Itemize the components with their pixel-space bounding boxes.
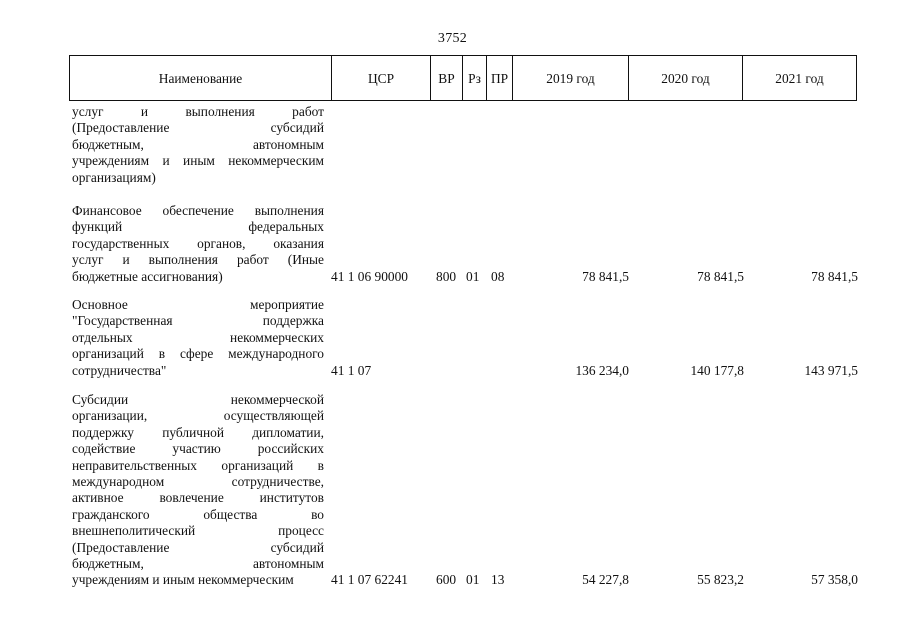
header-csr: ЦСР [332, 56, 431, 100]
name-line: (Предоставление субсидий [72, 539, 324, 555]
row-rz: 01 [466, 268, 480, 284]
header-2020: 2020 год [629, 56, 743, 100]
row-pr: 08 [491, 268, 505, 284]
name-line: неправительственных организаций в [72, 457, 324, 473]
name-line: учреждениям и иным некоммерческим [72, 153, 324, 169]
name-line: внешнеполитический процесс [72, 523, 324, 539]
row-2019: 54 227,8 [582, 572, 629, 588]
name-line: бюджетным, автономным [72, 555, 324, 571]
header-rz: Рз [463, 56, 487, 100]
header-2021: 2021 год [775, 71, 824, 86]
name-line: функций федеральных [72, 219, 324, 235]
name-line: организациям) [72, 169, 156, 185]
row-pr: 13 [491, 572, 505, 588]
header-name: Наименование [70, 56, 332, 100]
row-name [72, 297, 324, 379]
name-line: Основное мероприятие [72, 297, 324, 312]
row-2019: 78 841,5 [582, 268, 629, 284]
name-line: государственных органов, оказания [72, 235, 324, 251]
name-line: организации, осуществляющей [72, 408, 324, 424]
name-line: (Предоставление субсидий [72, 120, 324, 136]
row-vr: 800 [436, 268, 457, 284]
page-number: 3752 [437, 31, 468, 46]
name-line: международном сотрудничестве, [72, 473, 324, 489]
row-csr: 41 1 06 90000 [331, 268, 408, 284]
name-line: учреждениям и иным некоммерческим [72, 572, 294, 588]
row-2021: 143 971,5 [804, 362, 858, 378]
name-line: организаций в сфере международного [72, 346, 324, 362]
name-line: "Государственная поддержка [72, 313, 324, 329]
name-line: активное вовлечение институтов [72, 490, 324, 506]
name-line: бюджетным, автономным [72, 136, 324, 152]
name-line: Субсидии некоммерческой [72, 392, 324, 407]
header-2019: 2019 год [513, 56, 629, 100]
row-2020: 55 823,2 [697, 572, 744, 588]
header-vr: ВР [431, 56, 463, 100]
name-line: поддержку публичной дипломатии, [72, 424, 324, 440]
name-line: содействие участию российских [72, 441, 324, 457]
row-rz: 01 [466, 572, 480, 588]
row-name [72, 203, 324, 285]
row-name [72, 392, 324, 589]
row-2021: 78 841,5 [811, 268, 858, 284]
row-csr: 41 1 07 62241 [331, 572, 408, 588]
name-line: отдельных некоммерческих [72, 329, 324, 345]
row-name [72, 104, 324, 186]
name-line: бюджетные ассигнования) [72, 268, 223, 284]
row-2020: 140 177,8 [690, 362, 744, 378]
row-2021: 57 358,0 [811, 572, 858, 588]
name-line: сотрудничества" [72, 362, 167, 378]
row-vr: 600 [436, 572, 457, 588]
name-line: услуг и выполнения работ (Иные [72, 252, 324, 268]
table-header [69, 55, 857, 101]
name-line: услуг и выполнения работ [72, 104, 324, 119]
row-2019: 136 234,0 [575, 362, 629, 378]
row-2020: 78 841,5 [697, 268, 744, 284]
row-csr: 41 1 07 [331, 362, 372, 378]
name-line: Финансовое обеспечение выполнения [72, 203, 324, 218]
header-pr: ПР [487, 56, 513, 100]
name-line: гражданского общества во [72, 506, 324, 522]
